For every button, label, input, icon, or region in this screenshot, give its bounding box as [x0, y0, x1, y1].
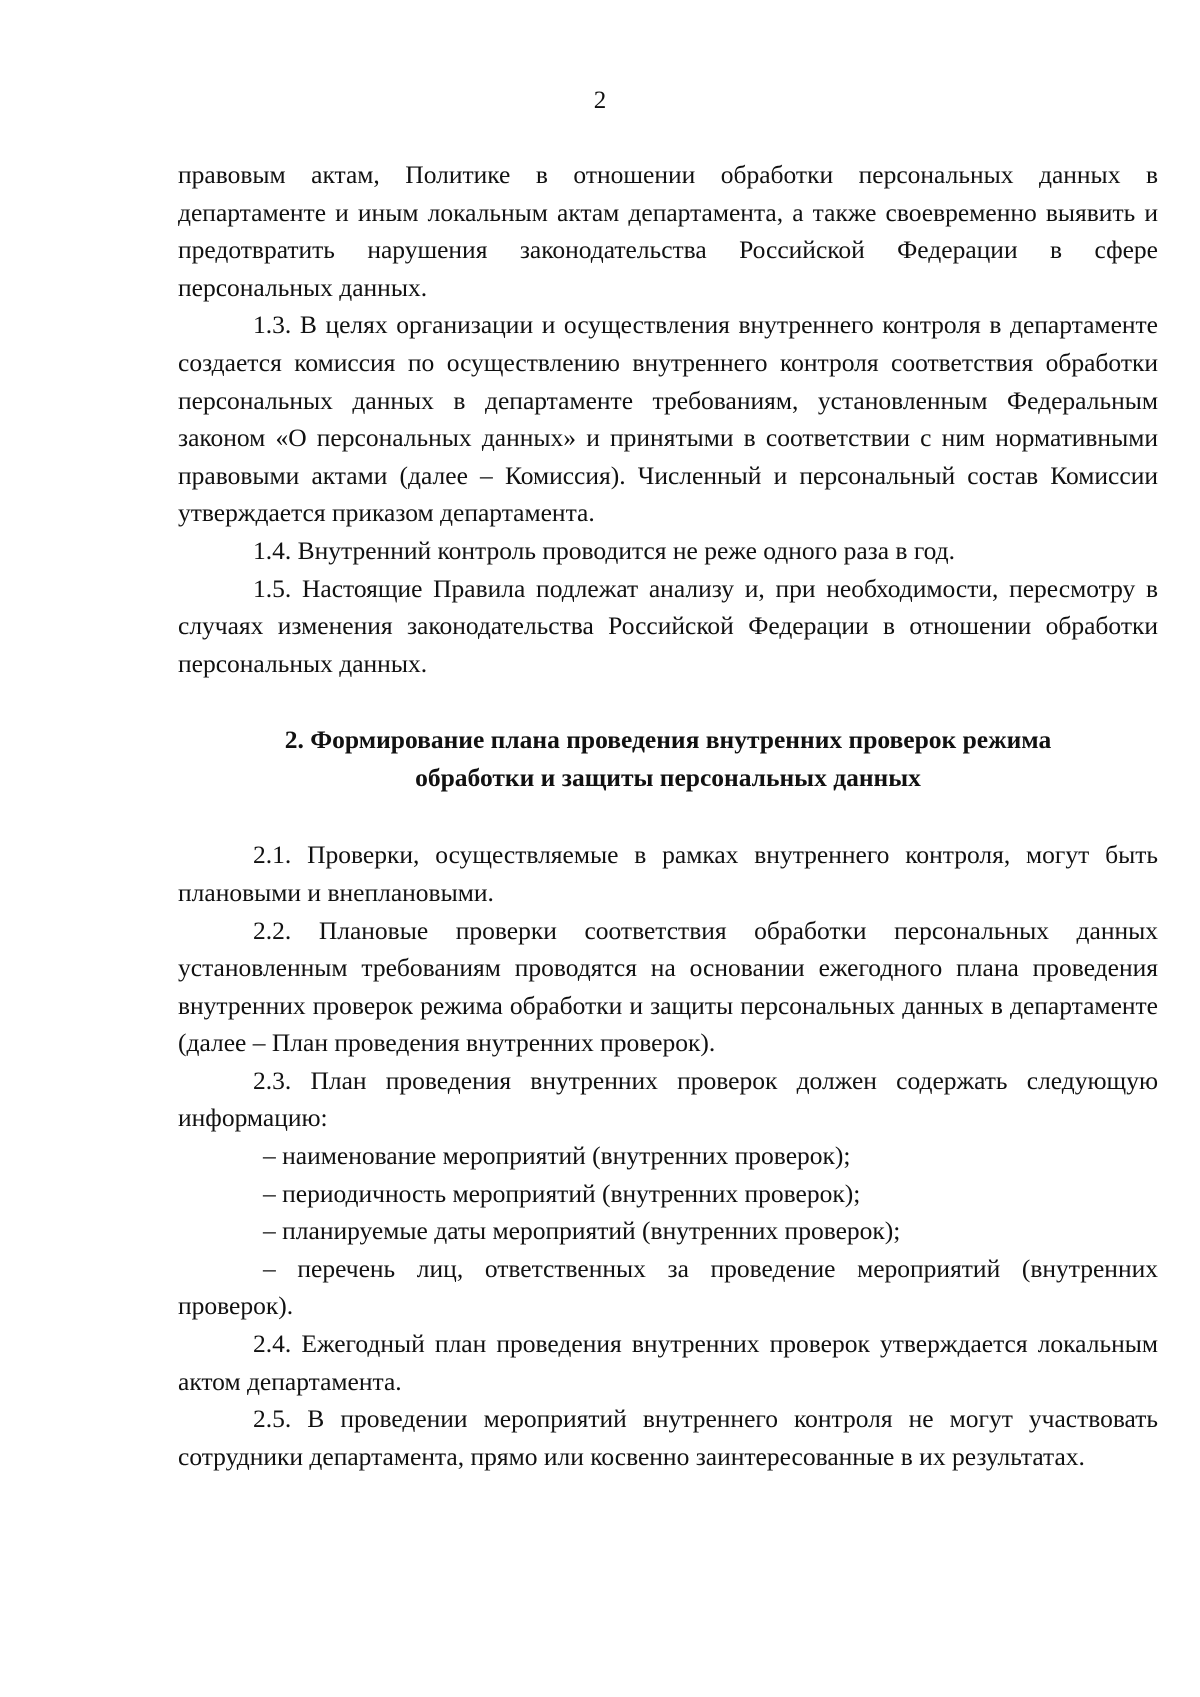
paragraph-2-5: 2.5. В проведении мероприятий внутреннего контроля не могут участвовать сотрудники департамента, прямо или косвенно заинтересованные в их результатах.	[178, 1404, 1158, 1471]
list-item: – наименование мероприятий (внутренних проверок);	[263, 1141, 851, 1171]
paragraph-1-5: 1.5. Настоящие Правила подлежат анализу и, при необходимости, пересмотру в случаях изменения законодательства Российской Федерации в отношении обработки персональных данных.	[178, 573, 1158, 678]
paragraph-2-2: 2.2. Плановые проверки соответствия обработки персональных данных установленным требованиям проводятся на основании ежегодного плана проведения внутренних проверок режима обработки и защиты персональных данных в департаменте (далее – План проведения внутренних проверок).	[178, 915, 1158, 1058]
document-body	[178, 156, 1158, 1475]
page-number: 2	[593, 87, 607, 114]
paragraph-1-3: 1.3. В целях организации и осуществления внутреннего контроля в департаменте создается комиссия по осуществлению внутреннего контроля соответствия обработки персональных данных в департаменте требованиям, установленным Федеральным законом «О персональных данных» и принятыми в соответствии с ним нормативными правовыми актами (далее – Комиссия). Численный и персональный состав Комиссии утверждается приказом департамента.	[178, 310, 1158, 528]
paragraph-2-4: 2.4. Ежегодный план проведения внутренних проверок утверждается локальным актом департамента.	[178, 1329, 1158, 1396]
section-heading-line-1: 2. Формирование плана проведения внутренних проверок режима	[284, 725, 1052, 755]
list-item: – планируемые даты мероприятий (внутренних проверок);	[263, 1216, 901, 1246]
paragraph-1-4: 1.4. Внутренний контроль проводится не реже одного раза в год.	[253, 535, 956, 565]
paragraph-2-3: 2.3. План проведения внутренних проверок должен содержать следующую информацию:	[178, 1065, 1158, 1133]
paragraph-continuation: правовым актам, Политике в отношении обработки персональных данных в департаменте и иным локальным актам департамента, а также своевременно выявить и предотвратить нарушения законодательства Российской Федерации в сфере персональных данных.	[178, 160, 1158, 302]
section-heading-line-2: обработки и защиты персональных данных	[415, 763, 921, 793]
section-2-heading	[178, 721, 1158, 797]
list-item: – перечень лиц, ответственных за проведение мероприятий (внутренних проверок).	[178, 1253, 1158, 1321]
paragraph-2-1: 2.1. Проверки, осуществляемые в рамках внутреннего контроля, могут быть плановыми и внеплановыми.	[178, 840, 1158, 907]
list-item: – периодичность мероприятий (внутренних проверок);	[263, 1178, 861, 1208]
